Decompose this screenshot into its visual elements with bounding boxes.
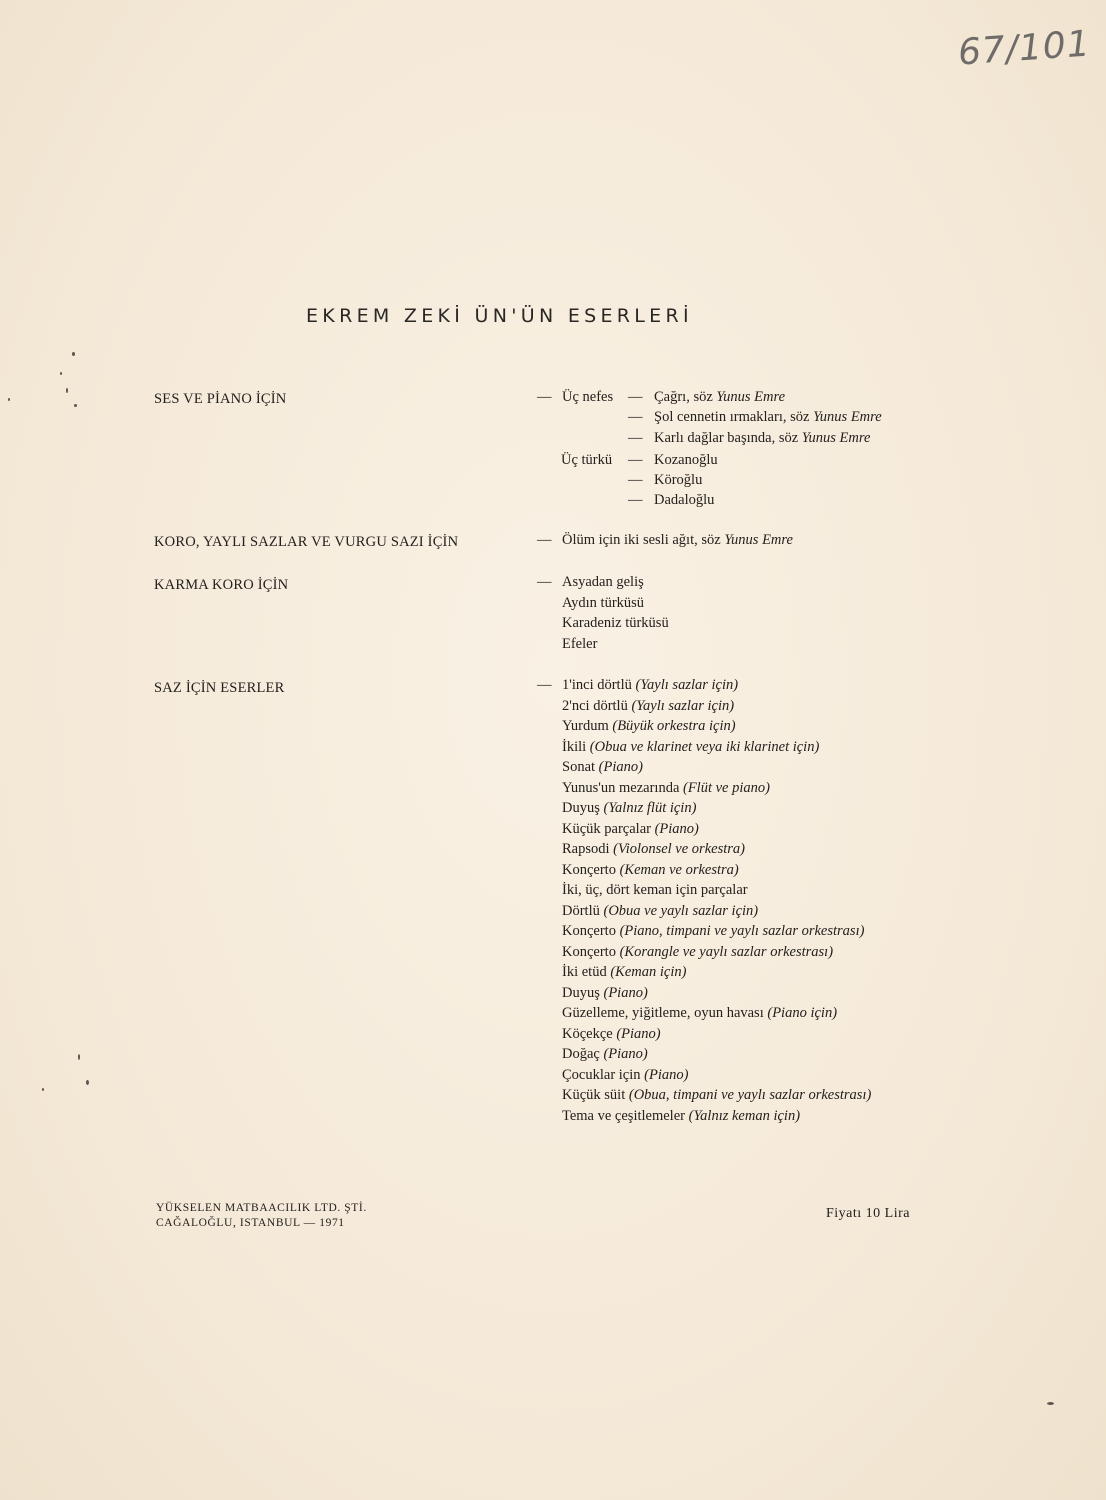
work-list-item xyxy=(562,880,871,901)
scan-speck xyxy=(42,1088,44,1091)
work-instrumentation: (Obua ve yaylı sazlar için) xyxy=(603,902,759,919)
dash: — xyxy=(537,677,552,693)
work-title: Küçük parçalar xyxy=(562,820,651,837)
work-list-item xyxy=(562,778,871,799)
group-label-uc-turku: Üç türkü xyxy=(561,452,613,468)
scan-speck xyxy=(1047,1402,1054,1405)
dash: — xyxy=(537,389,552,405)
work-instrumentation: (Piano) xyxy=(644,1066,689,1083)
work-list-item xyxy=(562,983,871,1004)
work-instrumentation: (Piano için) xyxy=(767,1005,838,1021)
work-list-item xyxy=(562,1065,871,1086)
category-saz: SAZ İÇİN ESERLER xyxy=(154,680,285,696)
printer-line-2: CAĞALOĞLU, ISTANBUL — 1971 xyxy=(156,1217,345,1229)
list-item: Efeler xyxy=(562,635,598,652)
work-list-item xyxy=(562,1024,871,1045)
work-instrumentation: (Keman için) xyxy=(610,964,687,980)
work-title: Köçekçe xyxy=(562,1025,613,1042)
scan-speck xyxy=(74,404,77,407)
list-item: Aydın türküsü xyxy=(562,594,645,611)
work-item: Ölüm için iki sesli ağıt, söz Yunus Emre xyxy=(562,532,793,548)
handwritten-catalog-number: 67/101 xyxy=(956,23,1092,74)
work-title: Çocuklar için xyxy=(562,1066,641,1083)
work-list-item xyxy=(562,819,871,840)
scan-speck xyxy=(86,1080,89,1085)
work-title: 1'inci dörtlü xyxy=(562,677,632,693)
work-title: Sonat xyxy=(562,759,596,775)
category-koro-yayli: KORO, YAYLI SAZLAR VE VURGU SAZI İÇİN xyxy=(154,534,459,550)
page-title: EKREM ZEKİ ÜN'ÜN ESERLERİ xyxy=(306,305,693,327)
work-title: Duyuş xyxy=(562,800,600,816)
dash: — xyxy=(628,472,643,488)
saz-works-list xyxy=(562,675,871,1126)
work-instrumentation: (Keman ve orkestra) xyxy=(619,861,739,878)
dash: — xyxy=(628,430,643,446)
work-list-item xyxy=(562,962,871,983)
work-title: Konçerto xyxy=(562,861,616,878)
work-instrumentation: (Korangle ve yaylı sazlar orkestrası) xyxy=(619,943,834,960)
work-list-item xyxy=(562,1044,871,1065)
work-list-item xyxy=(562,839,871,860)
price-label: Fiyatı 10 Lira xyxy=(826,1206,910,1221)
work-list-item xyxy=(562,1003,871,1024)
scan-speck xyxy=(8,398,10,401)
work-title: Küçük süit xyxy=(562,1087,626,1103)
dash: — xyxy=(537,532,552,548)
dash: — xyxy=(628,389,643,405)
group-label-uc-nefes: Üç nefes xyxy=(562,389,614,405)
work-title: Yurdum xyxy=(562,718,609,734)
work-list-item xyxy=(562,675,871,696)
scan-speck xyxy=(72,352,75,356)
work-title: Konçerto xyxy=(562,943,616,960)
work-title: İkili xyxy=(562,738,587,755)
work-list-item xyxy=(562,798,871,819)
work-title: Doğaç xyxy=(562,1046,600,1062)
work-list-item xyxy=(562,1085,871,1106)
work-title: Yunus'un mezarında xyxy=(562,779,680,796)
work-item: Dadaloğlu xyxy=(654,492,715,508)
work-instrumentation: (Yalnız flüt için) xyxy=(603,800,697,816)
work-list-item xyxy=(562,716,871,737)
work-list-item xyxy=(562,860,871,881)
work-instrumentation: (Büyük orkestra için) xyxy=(612,718,736,734)
work-title: Dörtlü xyxy=(562,902,600,919)
work-list-item xyxy=(562,757,871,778)
work-title: 2'nci dörtlü xyxy=(562,697,628,714)
work-list-item xyxy=(562,737,871,758)
list-item: Karadeniz türküsü xyxy=(562,615,669,631)
work-item: Çağrı, söz Yunus Emre xyxy=(654,389,786,405)
work-title: Rapsodi xyxy=(562,841,610,857)
work-instrumentation: (Violonsel ve orkestra) xyxy=(613,841,745,857)
dash: — xyxy=(537,574,552,590)
work-title: İki, üç, dört keman için parçalar xyxy=(562,882,748,898)
dash: — xyxy=(628,409,643,425)
work-list-item xyxy=(562,942,871,963)
work-instrumentation: (Piano) xyxy=(603,984,648,1001)
work-list-item xyxy=(562,921,871,942)
work-instrumentation: (Piano) xyxy=(603,1046,648,1062)
dash: — xyxy=(628,492,643,508)
work-list-item xyxy=(562,1106,871,1127)
category-ses-piano: SES VE PİANO İÇİN xyxy=(154,391,287,407)
work-item: Kozanoğlu xyxy=(654,452,718,468)
category-karma-koro: KARMA KORO İÇİN xyxy=(154,577,289,593)
work-instrumentation: (Piano) xyxy=(654,820,699,837)
scan-speck xyxy=(66,388,68,393)
work-instrumentation: (Flüt ve piano) xyxy=(683,779,770,796)
work-item: Karlı dağlar başında, söz Yunus Emre xyxy=(654,430,871,446)
work-instrumentation: (Yaylı sazlar için) xyxy=(635,677,739,693)
work-instrumentation: (Piano) xyxy=(598,759,643,775)
work-title: Konçerto xyxy=(562,923,616,939)
work-instrumentation: (Obua, timpani ve yaylı sazlar orkestrası) xyxy=(628,1087,872,1103)
work-title: Tema ve çeşitlemeler xyxy=(562,1107,685,1124)
work-instrumentation: (Piano) xyxy=(616,1025,661,1042)
work-title: Güzelleme, yiğitleme, oyun havası xyxy=(562,1005,764,1021)
work-item: Şol cennetin ırmakları, söz Yunus Emre xyxy=(654,409,882,425)
work-instrumentation: (Obua ve klarinet veya iki klarinet için) xyxy=(589,738,820,755)
scan-speck xyxy=(78,1054,80,1060)
work-title: Duyuş xyxy=(562,984,600,1001)
karma-koro-list xyxy=(562,572,669,654)
work-list-item xyxy=(562,696,871,717)
work-title: İki etüd xyxy=(562,964,607,980)
work-instrumentation: (Yalnız keman için) xyxy=(688,1107,801,1124)
scan-speck xyxy=(60,372,62,375)
printer-line-1: YÜKSELEN MATBAACILIK LTD. ŞTİ. xyxy=(156,1202,367,1214)
work-item: Köroğlu xyxy=(654,472,703,488)
dash: — xyxy=(628,452,643,468)
work-instrumentation: (Piano, timpani ve yaylı sazlar orkestrası) xyxy=(619,923,865,939)
list-item: Asyadan geliş xyxy=(562,574,644,590)
work-instrumentation: (Yaylı sazlar için) xyxy=(631,697,735,714)
work-list-item xyxy=(562,901,871,922)
